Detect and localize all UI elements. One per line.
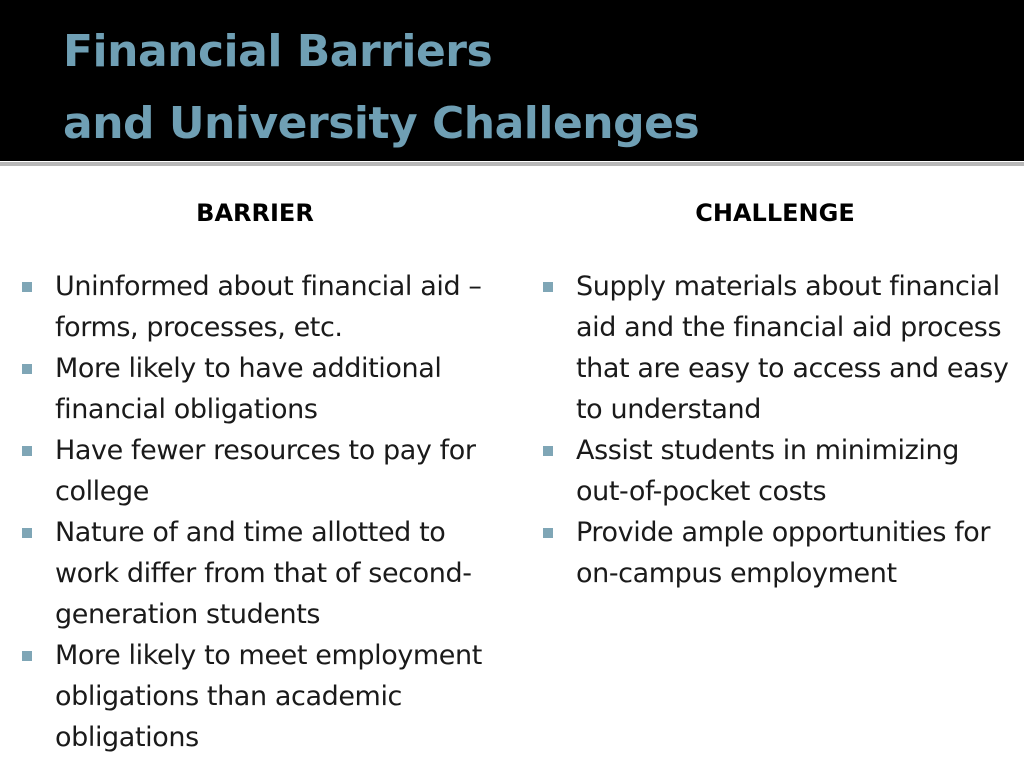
challenge-item-text: Assist students in minimizing out-of-pocket costs [576,435,959,507]
barrier-item [20,635,500,758]
challenge-list [541,266,1016,594]
barrier-column-header: BARRIER [196,199,314,227]
barrier-item-text: Have fewer resources to pay for college [55,435,476,507]
slide-title-line-2: and University Challenges [63,98,700,149]
barrier-item [20,430,500,512]
barrier-item-text: Uninformed about financial aid – forms, processes, etc. [55,271,482,343]
challenge-item [541,266,1016,430]
challenge-item [541,512,1016,594]
barrier-item-text: More likely to have additional financial obligations [55,353,442,425]
square-bullet-icon [22,528,32,538]
barrier-item [20,266,500,348]
title-bar [0,0,1024,161]
square-bullet-icon [543,282,553,292]
challenge-item-text: Provide ample opportunities for on-campus employment [576,517,991,589]
barrier-item-text: More likely to meet employment obligations than academic obligations [55,640,482,753]
square-bullet-icon [22,282,32,292]
barrier-item-text: Nature of and time allotted to work differ from that of second-generation students [55,517,472,630]
slide-title-line-1: Financial Barriers [63,26,493,77]
barrier-list [20,266,500,758]
barrier-item [20,512,500,635]
square-bullet-icon [22,446,32,456]
title-divider [0,162,1024,166]
challenge-item-text: Supply materials about financial aid and the financial aid process that are easy to access and easy to understand [576,271,1009,425]
challenge-item [541,430,1016,512]
square-bullet-icon [22,651,32,661]
square-bullet-icon [543,528,553,538]
square-bullet-icon [543,446,553,456]
barrier-item [20,348,500,430]
challenge-column-header: CHALLENGE [695,199,855,227]
square-bullet-icon [22,364,32,374]
